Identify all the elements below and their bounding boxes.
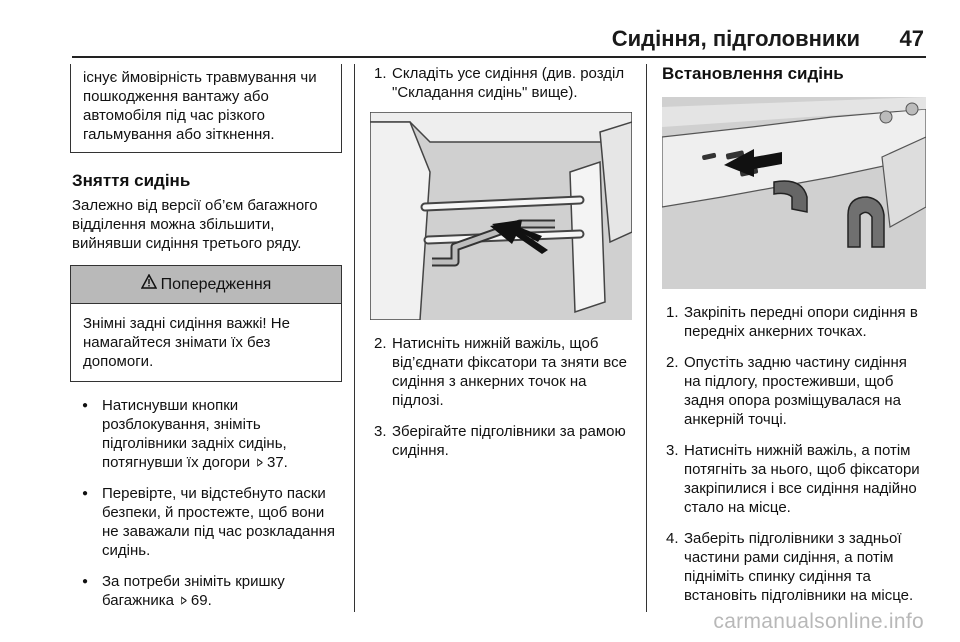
anchor-points-illustration [662,97,926,289]
step-number: 1. [374,65,387,82]
step-text: Заберіть підголівники з задньої частини рами сидіння, а потім підніміть спинку сидіння та встановіть підголівники на місце. [684,530,914,604]
removal-steps-top [370,64,632,102]
list-item [662,303,926,341]
middle-column [370,64,632,472]
bullet-text: За потреби зніміть кришку багажника [102,573,285,609]
continued-warning-text: існує ймовірність травмування чи пошкодження вантажу або автомобіля під час різкого гальмування або зіткнення. [70,64,342,153]
bullet-text: Перевірте, чи відстебнуто паски безпеки, й простежте, щоб вони не заважали під час розкладання сидінь. [102,485,336,559]
warning-title: Попередження [160,276,272,293]
step-text: Опустіть задню частину сидіння на підлогу, простеживши, щоб задня опора розміщувалася на анкерній точці. [684,354,907,428]
list-item [370,64,632,102]
warning-box [70,265,342,382]
page-header [0,0,960,56]
step-text: Складіть усе сидіння (див. розділ "Складання сидінь" вище). [392,65,625,101]
list-item [370,334,632,410]
step-number: 2. [374,335,387,352]
step-text: Натисніть нижній важіль, щоб від’єднати фіксатори та зняти все сидіння з анкерних точок на підлозі. [392,335,627,409]
reference-arrow-icon: ⊳ [256,454,264,470]
list-item [370,422,632,460]
page-number: 47 [899,26,924,51]
step-text: Натисніть нижній важіль, а потім потягніть за нього, щоб фіксатори закріпилися і все сидіння надійно стало на місце. [684,442,920,516]
watermark: carmanualsonline.info [713,610,924,633]
removal-intro: Залежно від версії об’єм багажного відділення можна збільшити, вийнявши сидіння третього ряду. [72,197,318,252]
page-reference-link[interactable]: 37. [266,454,288,471]
list-item [662,353,926,429]
step-text: Зберігайте підголівники за рамою сидіння. [392,423,626,459]
installation-steps [662,303,926,605]
list-item [662,441,926,517]
left-column [72,64,340,622]
step-number: 1. [666,304,679,321]
list-item [662,529,926,605]
list-item [72,484,340,560]
list-item [72,572,340,610]
list-item [72,396,340,472]
removal-bullet-list [72,396,340,610]
section-title-installation: Встановлення сидінь [662,64,844,83]
warning-triangle-icon [141,274,157,294]
step-number: 3. [374,423,387,440]
right-column [662,64,926,617]
section-title-removal: Зняття сидінь [72,171,191,190]
column-divider-left [354,64,355,612]
page-title: Сидіння, підголовники [611,26,860,51]
seat-lever-illustration [370,112,632,320]
removal-steps-bottom [370,334,632,460]
step-text: Закріпіть передні опори сидіння в передніх анкерних точках. [684,304,918,340]
warning-body: Знімні задні сидіння важкі! Не намагайтеся знімати їх без допомоги. [83,315,290,370]
reference-arrow-icon: ⊳ [180,592,188,608]
header-divider [72,56,926,58]
page-reference-link[interactable]: 69. [190,592,212,609]
step-number: 4. [666,530,679,547]
warning-header [71,266,341,304]
step-number: 3. [666,442,679,459]
bullet-text: Натиснувши кнопки розблокування, зніміть підголівники задніх сидінь, потягнувши їх догори [102,397,287,471]
step-number: 2. [666,354,679,371]
column-divider-right [646,64,647,612]
